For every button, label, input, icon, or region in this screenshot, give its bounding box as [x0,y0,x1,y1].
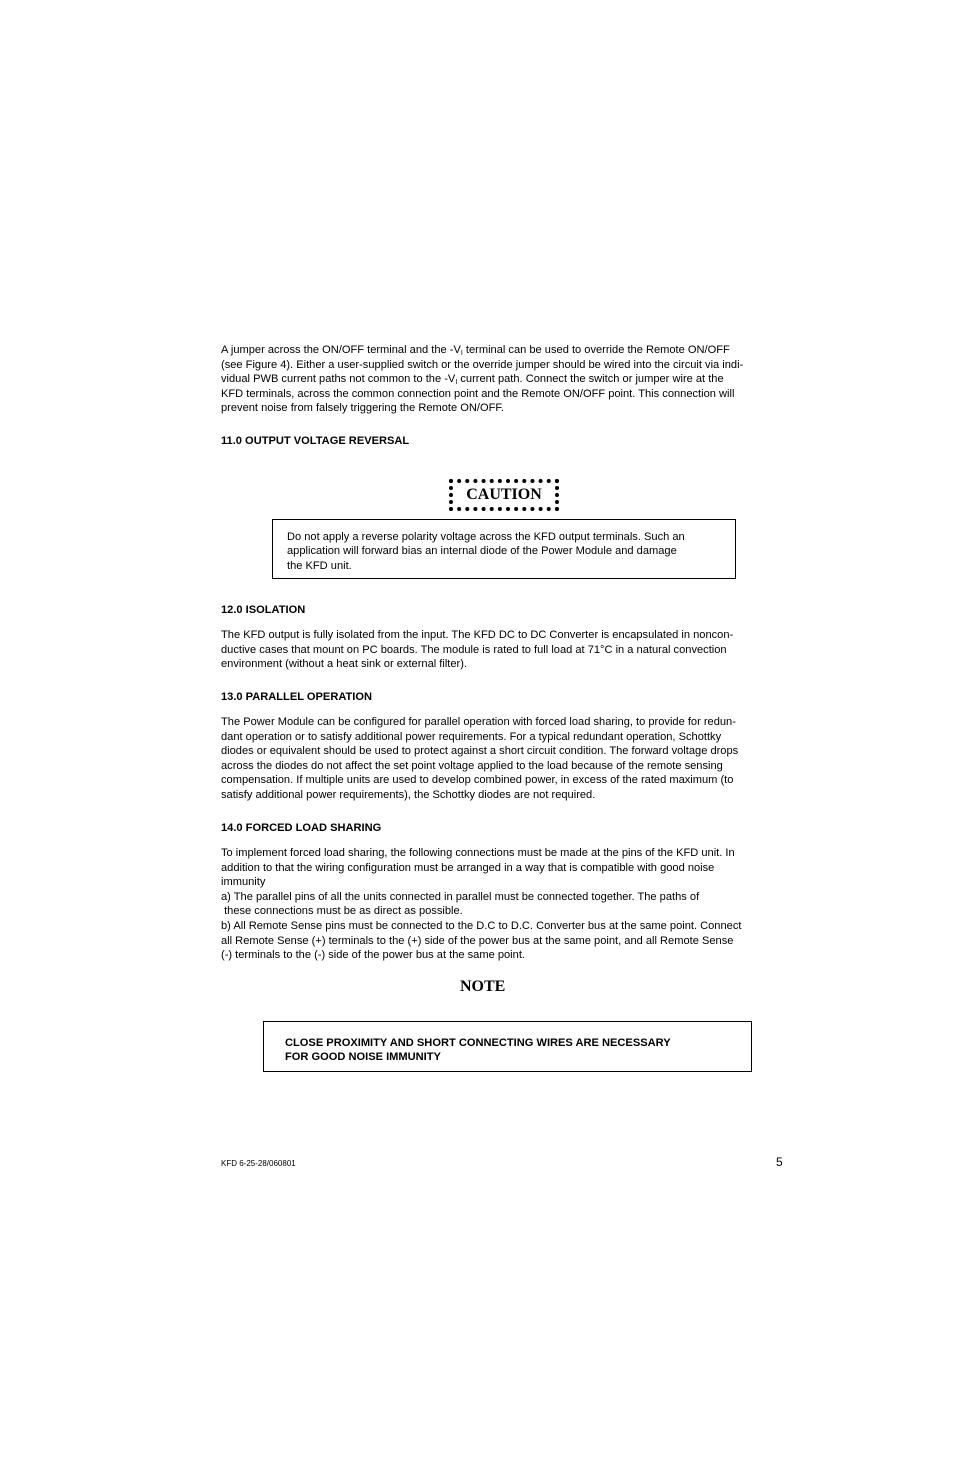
paragraph-line: immunity [221,876,266,889]
subscript-i: I [455,379,458,387]
paragraph-line: a) The parallel pins of all the units connected in parallel must be connected together. The paths of [221,890,700,903]
paragraph-line: (-) terminals to the (-) side of the power bus at the same point. [221,949,525,962]
parallel-operation-paragraph [221,715,791,803]
paragraph-line: these connections must be as direct as possible. [221,905,463,918]
paragraph-line: satisfy additional power requirements), the Schottky diodes are not required. [221,788,596,801]
isolation-paragraph [221,628,791,672]
caution-message-box [272,519,736,579]
paragraph-line: dant operation or to satisfy additional power requirements. For a typical redundant operation, Schottky [221,730,722,743]
paragraph-line: The Power Module can be configured for parallel operation with forced load sharing, to provide for redun- [221,716,736,728]
section-heading-13: 13.0 PARALLEL OPERATION [221,691,373,703]
intro-line: (see Figure 4). Either a user-supplied switch or the override jumper should be wired into the circuit via indi- [221,358,744,371]
caution-label-box [449,479,559,511]
section-heading-14: 14.0 FORCED LOAD SHARING [221,822,382,834]
paragraph-line: across the diodes do not affect the set point voltage applied to the load because of the remote sensing [221,759,723,772]
caution-line: the KFD unit. [287,559,352,572]
page-number: 5 [776,1155,783,1169]
intro-line: prevent noise from falsely triggering the Remote ON/OFF. [221,402,505,415]
caution-line: Do not apply a reverse polarity voltage across the KFD output terminals. Such an [287,531,685,543]
section-heading-12: 12.0 ISOLATION [221,604,306,616]
paragraph-line: environment (without a heat sink or external filter). [221,658,468,671]
paragraph-line: compensation. If multiple units are used to develop combined power, in excess of the rated maximum (to [221,774,734,787]
caution-label: CAUTION [466,486,542,503]
intro-line: vidual PWB current paths not common to the $-V_I$ current path. Connect the switch or jumper wire at the [221,373,724,387]
paragraph-line: diodes or equivalent should be used to protect against a short circuit condition. The forward voltage drops [221,745,739,758]
note-message-box [263,1021,752,1072]
paragraph-line: all Remote Sense (+) terminals to the (+) side of the power bus at the same point, and all Remote Sense [221,934,734,947]
intro-paragraph [221,343,791,416]
paragraph-line: ductive cases that mount on PC boards. The module is rated to full load at 71°C in a natural convection [221,643,727,656]
intro-line: A jumper across the ON/OFF terminal and the $-V_I$ terminal can be used to override the Remote ON/OFF [221,344,730,357]
paragraph-line: b) All Remote Sense pins must be connected to the D.C to D.C. Converter bus at the same point. Connect [221,919,742,932]
footer-doc-id: KFD 6-25-28/060801 [221,1159,296,1168]
paragraph-line: To implement forced load sharing, the following connections must be made at the pins of the KFD unit. In [221,847,735,859]
note-line: CLOSE PROXIMITY AND SHORT CONNECTING WIRES ARE NECESSARY [285,1037,671,1049]
note-label: NOTE [460,978,506,995]
forced-load-sharing-paragraph [221,846,791,963]
note-line: FOR GOOD NOISE IMMUNITY [285,1051,441,1064]
intro-line: KFD terminals, across the common connection point and the Remote ON/OFF point. This connection will [221,387,735,400]
paragraph-line: addition to that the wiring configuration must be arranged in a way that is compatible with good noise [221,861,715,874]
caution-line: application will forward bias an internal diode of the Power Module and damage [287,545,677,558]
paragraph-line: The KFD output is fully isolated from the input. The KFD DC to DC Converter is encapsulated in noncon- [221,629,734,641]
subscript-i: I [460,350,463,357]
section-heading-11: 11.0 OUTPUT VOLTAGE REVERSAL [221,435,410,447]
